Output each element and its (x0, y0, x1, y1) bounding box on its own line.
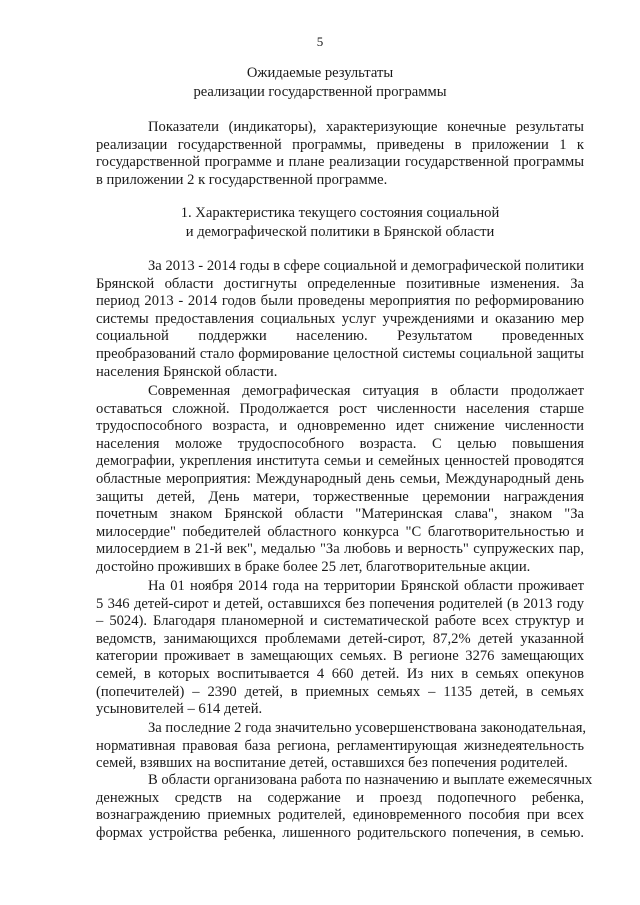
body-paragraph (96, 720, 587, 773)
paragraph-line: достойно проживших в браке более 25 лет, благотворительные акции. (96, 558, 531, 575)
paragraph-line: защиты детей, День матери, торжественные церемонии награждения (96, 488, 584, 505)
paragraph-line: семей, в которых воспитывается 4 660 детей. Из них в семьях опекунов (96, 665, 584, 682)
paragraph-line: формах устройства ребенка, лишенного родительского попечения, в семью. (96, 824, 584, 841)
paragraph-line: За последние 2 года значительно усовершенствована законодательная, (148, 720, 587, 736)
paragraph-line: На 01 ноября 2014 года на территории Брянской области проживает (148, 578, 584, 594)
paragraph-line: демографии, укрепления института семьи и семейных ценностей проводятся (96, 453, 584, 470)
paragraph-line: В области организована работа по назначению и выплате ежемесячных (148, 772, 593, 788)
paragraph-line: Современная демографическая ситуация в области продолжает (148, 383, 584, 399)
body-paragraph (96, 383, 584, 577)
paragraph-line: 5 346 детей-сирот и детей, оставшихся без попечения родителей (в 2013 году (96, 595, 584, 612)
paragraph-line: милосердием в 21-й век", медалью "За любовь и верность" супружеских пар, (96, 541, 584, 558)
paragraph-line: областные мероприятия: Международный день семьи, Международный день (96, 470, 584, 487)
body-paragraph (96, 258, 584, 381)
section-heading-line-1: 1. Характеристика текущего состояния социальной (180, 205, 500, 221)
paragraph-line: социальной поддержки населению. Результатом проведенных (96, 328, 584, 345)
paragraph-line: семей, взявших на воспитание детей, оставшихся без попечения родителей. (96, 755, 568, 772)
page-number: 5 (316, 34, 324, 49)
paragraph-line: (попечителей) – 2390 детей, в приемных семьях – 1135 детей, в семьях (96, 683, 584, 700)
results-heading-line-2: реализации государственной программы (193, 84, 447, 100)
intro-line: государственной программе и плане реализации государственной программы (96, 154, 584, 171)
intro-line: в приложении 2 к государственной программе. (96, 171, 388, 188)
results-heading (0, 64, 640, 102)
paragraph-line: период 2013 - 2014 годов были проведены мероприятия по реформированию (96, 293, 584, 310)
body-paragraph (96, 578, 584, 719)
paragraph-line: усыновителей – 614 детей. (96, 701, 263, 718)
paragraph-line: нормативная правовая база региона, регламентирующая жизнедеятельность (96, 737, 584, 754)
results-heading-line-1: Ожидаемые результаты (246, 65, 394, 81)
paragraph-line: категории проживает в замещающих семьях. В регионе 3276 замещающих (96, 648, 584, 665)
section-heading (40, 204, 640, 242)
body-paragraph (96, 772, 593, 842)
paragraph-line: денежных средств на содержание и проезд подопечного ребенка, (96, 789, 584, 806)
paragraph-line: преобразований стало формирование целостной системы социальной защиты (96, 345, 584, 362)
paragraph-line: милосердие" победителей областного конкурса "С благотворительностью и (96, 523, 584, 540)
paragraph-line: системы предоставления социальных услуг учреждениями и оказанию мер (96, 310, 584, 327)
paragraph-line: населения моложе трудоспособного возраста. С целью повышения (96, 435, 584, 452)
paragraph-line: ведомств, занимающихся проблемами детей-сирот, 87,2% детей указанной (96, 630, 584, 647)
section-heading-line-2: и демографической политики в Брянской области (185, 224, 495, 240)
paragraph-line: вознаграждению приемных родителей, единовременного пособия при всех (96, 807, 584, 824)
paragraph-line: За 2013 - 2014 годы в сфере социальной и демографической политики (148, 258, 584, 274)
intro-line: реализации государственной программы, приведены в приложении 1 к (96, 136, 584, 153)
paragraph-line: оставаться сложной. Продолжается рост численности населения старше (96, 400, 584, 417)
paragraph-line: почетным знаком Брянской области "Материнская слава", знаком "За (96, 506, 584, 523)
intro-paragraph (96, 119, 584, 189)
paragraph-line: трудоспособного возраста, и одновременно идет снижение численности (96, 418, 584, 435)
paragraph-line: населения Брянской области. (96, 363, 278, 380)
intro-line: Показатели (индикаторы), характеризующие конечные результаты (148, 119, 584, 135)
paragraph-line: – 5024). Благодаря планомерной и систематической работе всех структур и (96, 613, 584, 630)
paragraph-line: Брянской области достигнуты определенные позитивные изменения. За (96, 275, 584, 292)
